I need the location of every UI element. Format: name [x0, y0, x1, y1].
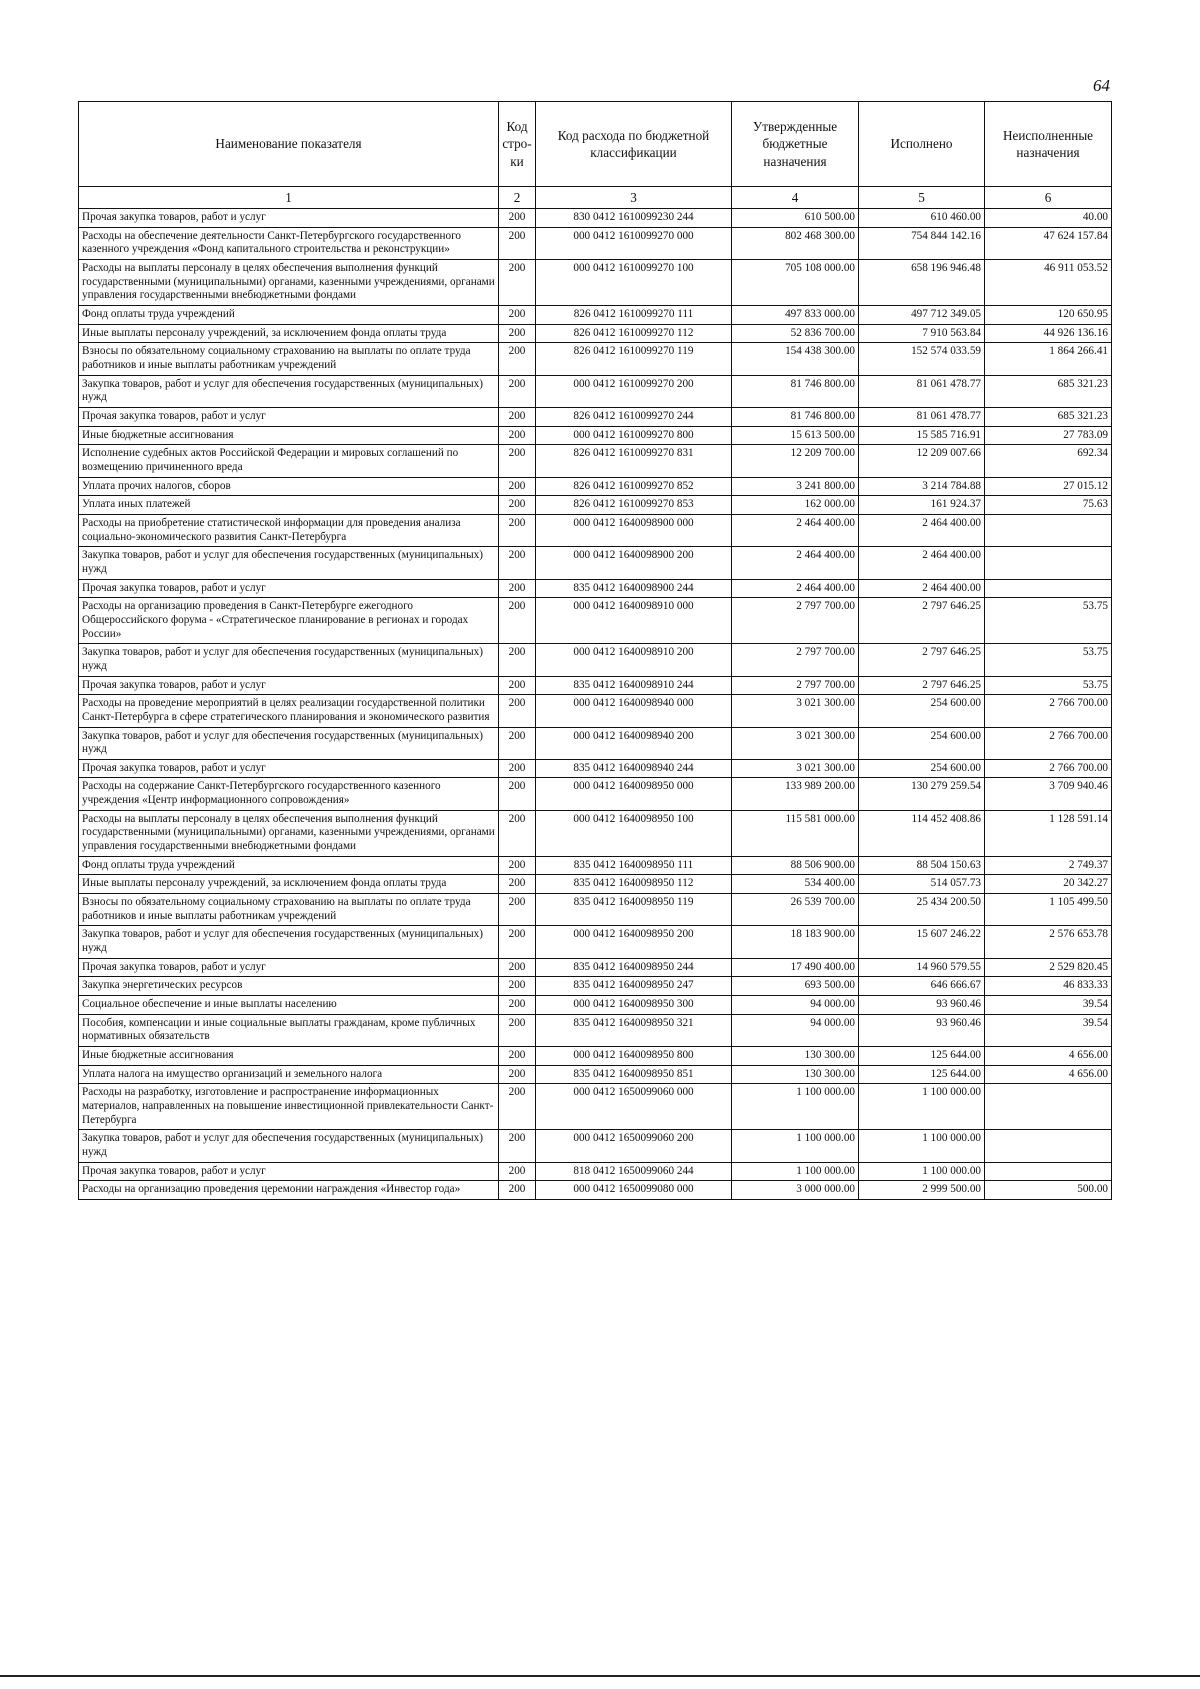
cell-class-code: 000 0412 1640098900 200: [536, 547, 732, 579]
table-row: [79, 514, 1112, 546]
cell-row-code: 200: [499, 810, 536, 856]
cell-unexecuted: [985, 514, 1112, 546]
cell-approved: 88 506 900.00: [732, 856, 859, 875]
cell-class-code: 835 0412 1640098950 247: [536, 977, 732, 996]
table-row: [79, 306, 1112, 325]
cell-class-code: 826 0412 1610099270 852: [536, 477, 732, 496]
cell-approved: 18 183 900.00: [732, 926, 859, 958]
cell-name: Расходы на выплаты персоналу в целях обеспечения выполнения функций государственными (муниципальными) органами, казенными учреждениями, органами управления государственными внебюджетными фондами: [79, 260, 499, 306]
cell-executed: 2 797 646.25: [859, 676, 985, 695]
cell-unexecuted: 20 342.27: [985, 875, 1112, 894]
cell-approved: 1 100 000.00: [732, 1130, 859, 1162]
cell-row-code: 200: [499, 324, 536, 343]
cell-row-code: 200: [499, 408, 536, 427]
cell-executed: 93 960.46: [859, 1014, 985, 1046]
cell-name: Расходы на приобретение статистической информации для проведения анализа социально-экономического развития Санкт-Петербурга: [79, 514, 499, 546]
table-row: [79, 676, 1112, 695]
cell-unexecuted: 53.75: [985, 598, 1112, 644]
cell-class-code: 000 0412 1610099270 000: [536, 227, 732, 259]
cell-approved: 12 209 700.00: [732, 445, 859, 477]
cell-executed: 2 464 400.00: [859, 514, 985, 546]
table-row: [79, 996, 1112, 1015]
cell-unexecuted: [985, 1084, 1112, 1130]
cell-executed: 15 585 716.91: [859, 426, 985, 445]
cell-executed: 1 100 000.00: [859, 1084, 985, 1130]
cell-executed: 130 279 259.54: [859, 778, 985, 810]
cell-executed: 14 960 579.55: [859, 958, 985, 977]
cell-executed: 114 452 408.86: [859, 810, 985, 856]
cell-row-code: 200: [499, 676, 536, 695]
cell-class-code: 000 0412 1650099060 200: [536, 1130, 732, 1162]
cell-executed: 12 209 007.66: [859, 445, 985, 477]
cell-row-code: 200: [499, 996, 536, 1015]
cell-executed: 2 464 400.00: [859, 579, 985, 598]
cell-executed: 254 600.00: [859, 727, 985, 759]
cell-name: Прочая закупка товаров, работ и услуг: [79, 579, 499, 598]
table-row: [79, 1130, 1112, 1162]
cell-row-code: 200: [499, 496, 536, 515]
cell-approved: 3 021 300.00: [732, 695, 859, 727]
cell-approved: 2 797 700.00: [732, 598, 859, 644]
table-row: [79, 1181, 1112, 1200]
table-row: [79, 375, 1112, 407]
table-row: [79, 579, 1112, 598]
cell-name: Прочая закупка товаров, работ и услуг: [79, 676, 499, 695]
cell-approved: 802 468 300.00: [732, 227, 859, 259]
cell-approved: 1 100 000.00: [732, 1084, 859, 1130]
cell-class-code: 000 0412 1640098900 000: [536, 514, 732, 546]
cell-unexecuted: 2 766 700.00: [985, 727, 1112, 759]
cell-executed: 15 607 246.22: [859, 926, 985, 958]
cell-name: Иные бюджетные ассигнования: [79, 1046, 499, 1065]
cell-class-code: 000 0412 1650099080 000: [536, 1181, 732, 1200]
cell-row-code: 200: [499, 894, 536, 926]
cell-approved: 154 438 300.00: [732, 343, 859, 375]
cell-unexecuted: 685 321.23: [985, 408, 1112, 427]
cell-executed: 514 057.73: [859, 875, 985, 894]
cell-class-code: 000 0412 1650099060 000: [536, 1084, 732, 1130]
table-row: [79, 445, 1112, 477]
cell-approved: 705 108 000.00: [732, 260, 859, 306]
cell-row-code: 200: [499, 209, 536, 228]
cell-row-code: 200: [499, 547, 536, 579]
cell-unexecuted: 4 656.00: [985, 1046, 1112, 1065]
cell-row-code: 200: [499, 727, 536, 759]
cell-unexecuted: 3 709 940.46: [985, 778, 1112, 810]
cell-row-code: 200: [499, 227, 536, 259]
column-number: 3: [536, 187, 732, 209]
cell-executed: 254 600.00: [859, 759, 985, 778]
cell-row-code: 200: [499, 1130, 536, 1162]
cell-executed: 254 600.00: [859, 695, 985, 727]
cell-name: Расходы на организацию проведения в Санкт-Петербурге ежегодного Общероссийского форума - «Стратегическое планирование в регионах и городах России»: [79, 598, 499, 644]
cell-row-code: 200: [499, 977, 536, 996]
cell-row-code: 200: [499, 958, 536, 977]
cell-name: Взносы по обязательному социальному страхованию на выплаты по оплате труда работников и иные выплаты работникам учреждений: [79, 343, 499, 375]
table-row: [79, 324, 1112, 343]
cell-class-code: 835 0412 1640098950 119: [536, 894, 732, 926]
cell-name: Расходы на разработку, изготовление и распространение информационных материалов, направленных на повышение инвестиционной привлекательности Санкт-Петербурга: [79, 1084, 499, 1130]
cell-approved: 2 797 700.00: [732, 676, 859, 695]
table-row: [79, 644, 1112, 676]
cell-row-code: 200: [499, 598, 536, 644]
table-row: [79, 856, 1112, 875]
column-number: 1: [79, 187, 499, 209]
cell-row-code: 200: [499, 875, 536, 894]
cell-class-code: 826 0412 1610099270 111: [536, 306, 732, 325]
cell-class-code: 000 0412 1610099270 100: [536, 260, 732, 306]
cell-class-code: 835 0412 1640098950 112: [536, 875, 732, 894]
cell-row-code: 200: [499, 260, 536, 306]
cell-class-code: 818 0412 1650099060 244: [536, 1162, 732, 1181]
cell-class-code: 826 0412 1610099270 853: [536, 496, 732, 515]
table-row: [79, 343, 1112, 375]
cell-unexecuted: [985, 579, 1112, 598]
cell-approved: 94 000.00: [732, 996, 859, 1015]
cell-executed: 81 061 478.77: [859, 375, 985, 407]
cell-executed: 7 910 563.84: [859, 324, 985, 343]
table-row: [79, 1162, 1112, 1181]
table-row: [79, 1014, 1112, 1046]
table-body: [79, 209, 1112, 1200]
cell-row-code: 200: [499, 1014, 536, 1046]
cell-approved: 3 000 000.00: [732, 1181, 859, 1200]
cell-unexecuted: 2 766 700.00: [985, 759, 1112, 778]
cell-unexecuted: 47 624 157.84: [985, 227, 1112, 259]
cell-row-code: 200: [499, 926, 536, 958]
cell-unexecuted: 120 650.95: [985, 306, 1112, 325]
cell-executed: 646 666.67: [859, 977, 985, 996]
page-number: 64: [1093, 76, 1110, 95]
table-row: [79, 426, 1112, 445]
cell-name: Расходы на организацию проведения церемонии награждения «Инвестор года»: [79, 1181, 499, 1200]
table-row: [79, 209, 1112, 228]
cell-row-code: 200: [499, 579, 536, 598]
cell-executed: 2 464 400.00: [859, 547, 985, 579]
cell-approved: 133 989 200.00: [732, 778, 859, 810]
cell-name: Прочая закупка товаров, работ и услуг: [79, 958, 499, 977]
cell-unexecuted: 500.00: [985, 1181, 1112, 1200]
cell-approved: 3 241 800.00: [732, 477, 859, 496]
cell-unexecuted: 53.75: [985, 676, 1112, 695]
cell-name: Прочая закупка товаров, работ и услуг: [79, 408, 499, 427]
cell-executed: 88 504 150.63: [859, 856, 985, 875]
cell-unexecuted: [985, 547, 1112, 579]
cell-unexecuted: 1 105 499.50: [985, 894, 1112, 926]
cell-unexecuted: 39.54: [985, 1014, 1112, 1046]
cell-name: Фонд оплаты труда учреждений: [79, 856, 499, 875]
cell-approved: 115 581 000.00: [732, 810, 859, 856]
cell-approved: 693 500.00: [732, 977, 859, 996]
cell-name: Иные выплаты персоналу учреждений, за исключением фонда оплаты труда: [79, 875, 499, 894]
cell-executed: 25 434 200.50: [859, 894, 985, 926]
cell-class-code: 000 0412 1610099270 800: [536, 426, 732, 445]
cell-name: Пособия, компенсации и иные социальные выплаты гражданам, кроме публичных нормативных обязательств: [79, 1014, 499, 1046]
budget-execution-table: [78, 101, 1112, 1200]
cell-executed: 658 196 946.48: [859, 260, 985, 306]
table-row: [79, 727, 1112, 759]
cell-row-code: 200: [499, 759, 536, 778]
cell-row-code: 200: [499, 343, 536, 375]
cell-approved: 1 100 000.00: [732, 1162, 859, 1181]
cell-name: Закупка товаров, работ и услуг для обеспечения государственных (муниципальных) нужд: [79, 727, 499, 759]
column-number: 5: [859, 187, 985, 209]
column-number-row: [79, 187, 1112, 209]
cell-row-code: 200: [499, 1084, 536, 1130]
table-row: [79, 695, 1112, 727]
cell-class-code: 835 0412 1640098950 321: [536, 1014, 732, 1046]
cell-approved: 2 464 400.00: [732, 579, 859, 598]
cell-approved: 15 613 500.00: [732, 426, 859, 445]
cell-name: Прочая закупка товаров, работ и услуг: [79, 759, 499, 778]
cell-row-code: 200: [499, 514, 536, 546]
header-row-code: Код стро-ки: [499, 102, 536, 187]
cell-executed: 81 061 478.77: [859, 408, 985, 427]
cell-approved: 81 746 800.00: [732, 375, 859, 407]
cell-class-code: 826 0412 1610099270 831: [536, 445, 732, 477]
table-row: [79, 810, 1112, 856]
table-row: [79, 477, 1112, 496]
cell-approved: 52 836 700.00: [732, 324, 859, 343]
cell-name: Социальное обеспечение и иные выплаты населению: [79, 996, 499, 1015]
cell-unexecuted: 39.54: [985, 996, 1112, 1015]
cell-row-code: 200: [499, 477, 536, 496]
cell-executed: 754 844 142.16: [859, 227, 985, 259]
cell-unexecuted: 2 529 820.45: [985, 958, 1112, 977]
cell-class-code: 835 0412 1640098900 244: [536, 579, 732, 598]
cell-class-code: 000 0412 1640098950 800: [536, 1046, 732, 1065]
cell-class-code: 000 0412 1640098950 100: [536, 810, 732, 856]
cell-unexecuted: 692.34: [985, 445, 1112, 477]
cell-class-code: 826 0412 1610099270 112: [536, 324, 732, 343]
cell-name: Закупка товаров, работ и услуг для обеспечения государственных (муниципальных) нужд: [79, 375, 499, 407]
cell-executed: 125 644.00: [859, 1046, 985, 1065]
cell-class-code: 000 0412 1640098950 300: [536, 996, 732, 1015]
cell-unexecuted: 27 015.12: [985, 477, 1112, 496]
cell-row-code: 200: [499, 306, 536, 325]
cell-executed: 1 100 000.00: [859, 1162, 985, 1181]
cell-row-code: 200: [499, 778, 536, 810]
table-row: [79, 958, 1112, 977]
table-row: [79, 496, 1112, 515]
cell-unexecuted: 46 833.33: [985, 977, 1112, 996]
cell-name: Прочая закупка товаров, работ и услуг: [79, 209, 499, 228]
cell-name: Расходы на обеспечение деятельности Санкт-Петербургского государственного казенного учреждения «Фонд капитального строительства и реконструкции»: [79, 227, 499, 259]
cell-name: Закупка товаров, работ и услуг для обеспечения государственных (муниципальных) нужд: [79, 926, 499, 958]
cell-executed: 1 100 000.00: [859, 1130, 985, 1162]
cell-name: Уплата иных платежей: [79, 496, 499, 515]
cell-unexecuted: 2 766 700.00: [985, 695, 1112, 727]
header-name: Наименование показателя: [79, 102, 499, 187]
cell-unexecuted: 75.63: [985, 496, 1112, 515]
cell-executed: 610 460.00: [859, 209, 985, 228]
cell-approved: 26 539 700.00: [732, 894, 859, 926]
table-row: [79, 1046, 1112, 1065]
cell-class-code: 835 0412 1640098950 111: [536, 856, 732, 875]
cell-row-code: 200: [499, 426, 536, 445]
cell-unexecuted: 1 128 591.14: [985, 810, 1112, 856]
cell-name: Исполнение судебных актов Российской Федерации и мировых соглашений по возмещению причиненного вреда: [79, 445, 499, 477]
table-row: [79, 227, 1112, 259]
cell-row-code: 200: [499, 695, 536, 727]
cell-class-code: 000 0412 1610099270 200: [536, 375, 732, 407]
cell-name: Фонд оплаты труда учреждений: [79, 306, 499, 325]
cell-approved: 81 746 800.00: [732, 408, 859, 427]
cell-unexecuted: 40.00: [985, 209, 1112, 228]
header-executed: Исполнено: [859, 102, 985, 187]
table-row: [79, 875, 1112, 894]
cell-approved: 2 464 400.00: [732, 547, 859, 579]
table-row: [79, 759, 1112, 778]
cell-unexecuted: 53.75: [985, 644, 1112, 676]
cell-unexecuted: 1 864 266.41: [985, 343, 1112, 375]
cell-executed: 2 797 646.25: [859, 644, 985, 676]
table-row: [79, 408, 1112, 427]
cell-name: Прочая закупка товаров, работ и услуг: [79, 1162, 499, 1181]
table-row: [79, 894, 1112, 926]
page-bottom-rule: [0, 1675, 1200, 1677]
cell-class-code: 000 0412 1640098950 000: [536, 778, 732, 810]
cell-name: Расходы на содержание Санкт-Петербургского государственного казенного учреждения «Центр информационного сопровождения»: [79, 778, 499, 810]
cell-unexecuted: 46 911 053.52: [985, 260, 1112, 306]
cell-unexecuted: 2 749.37: [985, 856, 1112, 875]
cell-approved: 130 300.00: [732, 1065, 859, 1084]
table-row: [79, 260, 1112, 306]
cell-name: Иные выплаты персоналу учреждений, за исключением фонда оплаты труда: [79, 324, 499, 343]
cell-name: Закупка товаров, работ и услуг для обеспечения государственных (муниципальных) нужд: [79, 644, 499, 676]
cell-executed: 2 797 646.25: [859, 598, 985, 644]
table-row: [79, 1084, 1112, 1130]
cell-executed: 2 999 500.00: [859, 1181, 985, 1200]
cell-approved: 534 400.00: [732, 875, 859, 894]
cell-class-code: 835 0412 1640098950 851: [536, 1065, 732, 1084]
cell-unexecuted: 4 656.00: [985, 1065, 1112, 1084]
header-approved: Утвержденные бюджетные назначения: [732, 102, 859, 187]
cell-class-code: 000 0412 1640098910 200: [536, 644, 732, 676]
cell-row-code: 200: [499, 445, 536, 477]
header-unexecuted: Неисполненные назначения: [985, 102, 1112, 187]
cell-approved: 94 000.00: [732, 1014, 859, 1046]
cell-class-code: 000 0412 1640098940 000: [536, 695, 732, 727]
cell-executed: 161 924.37: [859, 496, 985, 515]
cell-class-code: 000 0412 1640098910 000: [536, 598, 732, 644]
cell-approved: 3 021 300.00: [732, 727, 859, 759]
column-number: 4: [732, 187, 859, 209]
cell-name: Уплата прочих налогов, сборов: [79, 477, 499, 496]
table-row: [79, 977, 1112, 996]
cell-approved: 3 021 300.00: [732, 759, 859, 778]
cell-class-code: 830 0412 1610099230 244: [536, 209, 732, 228]
cell-class-code: 835 0412 1640098950 244: [536, 958, 732, 977]
cell-name: Расходы на проведение мероприятий в целях реализации государственной политики Санкт-Петербурга в сфере стратегического планирования и экономического развития: [79, 695, 499, 727]
column-number: 6: [985, 187, 1112, 209]
cell-executed: 93 960.46: [859, 996, 985, 1015]
cell-executed: 125 644.00: [859, 1065, 985, 1084]
table-row: [79, 778, 1112, 810]
cell-unexecuted: 685 321.23: [985, 375, 1112, 407]
cell-approved: 497 833 000.00: [732, 306, 859, 325]
cell-row-code: 200: [499, 1065, 536, 1084]
column-number: 2: [499, 187, 536, 209]
cell-class-code: 826 0412 1610099270 119: [536, 343, 732, 375]
cell-unexecuted: 2 576 653.78: [985, 926, 1112, 958]
cell-name: Уплата налога на имущество организаций и земельного налога: [79, 1065, 499, 1084]
cell-name: Расходы на выплаты персоналу в целях обеспечения выполнения функций государственными (муниципальными) органами, казенными учреждениями, органами управления государственными внебюджетными фондами: [79, 810, 499, 856]
cell-name: Закупка энергетических ресурсов: [79, 977, 499, 996]
cell-executed: 497 712 349.05: [859, 306, 985, 325]
cell-row-code: 200: [499, 1046, 536, 1065]
cell-executed: 152 574 033.59: [859, 343, 985, 375]
table-row: [79, 926, 1112, 958]
header-class-code: Код расхода по бюджетной классификации: [536, 102, 732, 187]
cell-approved: 2 797 700.00: [732, 644, 859, 676]
table-row: [79, 1065, 1112, 1084]
cell-class-code: 000 0412 1640098940 200: [536, 727, 732, 759]
cell-executed: 3 214 784.88: [859, 477, 985, 496]
cell-name: Иные бюджетные ассигнования: [79, 426, 499, 445]
cell-approved: 17 490 400.00: [732, 958, 859, 977]
cell-unexecuted: [985, 1162, 1112, 1181]
cell-class-code: 000 0412 1640098950 200: [536, 926, 732, 958]
cell-unexecuted: 44 926 136.16: [985, 324, 1112, 343]
cell-unexecuted: 27 783.09: [985, 426, 1112, 445]
cell-name: Закупка товаров, работ и услуг для обеспечения государственных (муниципальных) нужд: [79, 1130, 499, 1162]
table-row: [79, 598, 1112, 644]
cell-row-code: 200: [499, 1181, 536, 1200]
cell-row-code: 200: [499, 1162, 536, 1181]
table-header-row: [79, 102, 1112, 187]
cell-approved: 162 000.00: [732, 496, 859, 515]
cell-class-code: 835 0412 1640098910 244: [536, 676, 732, 695]
cell-approved: 2 464 400.00: [732, 514, 859, 546]
cell-class-code: 835 0412 1640098940 244: [536, 759, 732, 778]
cell-approved: 610 500.00: [732, 209, 859, 228]
cell-name: Взносы по обязательному социальному страхованию на выплаты по оплате труда работников и иные выплаты работникам учреждений: [79, 894, 499, 926]
cell-approved: 130 300.00: [732, 1046, 859, 1065]
cell-row-code: 200: [499, 644, 536, 676]
cell-row-code: 200: [499, 375, 536, 407]
cell-row-code: 200: [499, 856, 536, 875]
cell-unexecuted: [985, 1130, 1112, 1162]
cell-name: Закупка товаров, работ и услуг для обеспечения государственных (муниципальных) нужд: [79, 547, 499, 579]
table-row: [79, 547, 1112, 579]
cell-class-code: 826 0412 1610099270 244: [536, 408, 732, 427]
